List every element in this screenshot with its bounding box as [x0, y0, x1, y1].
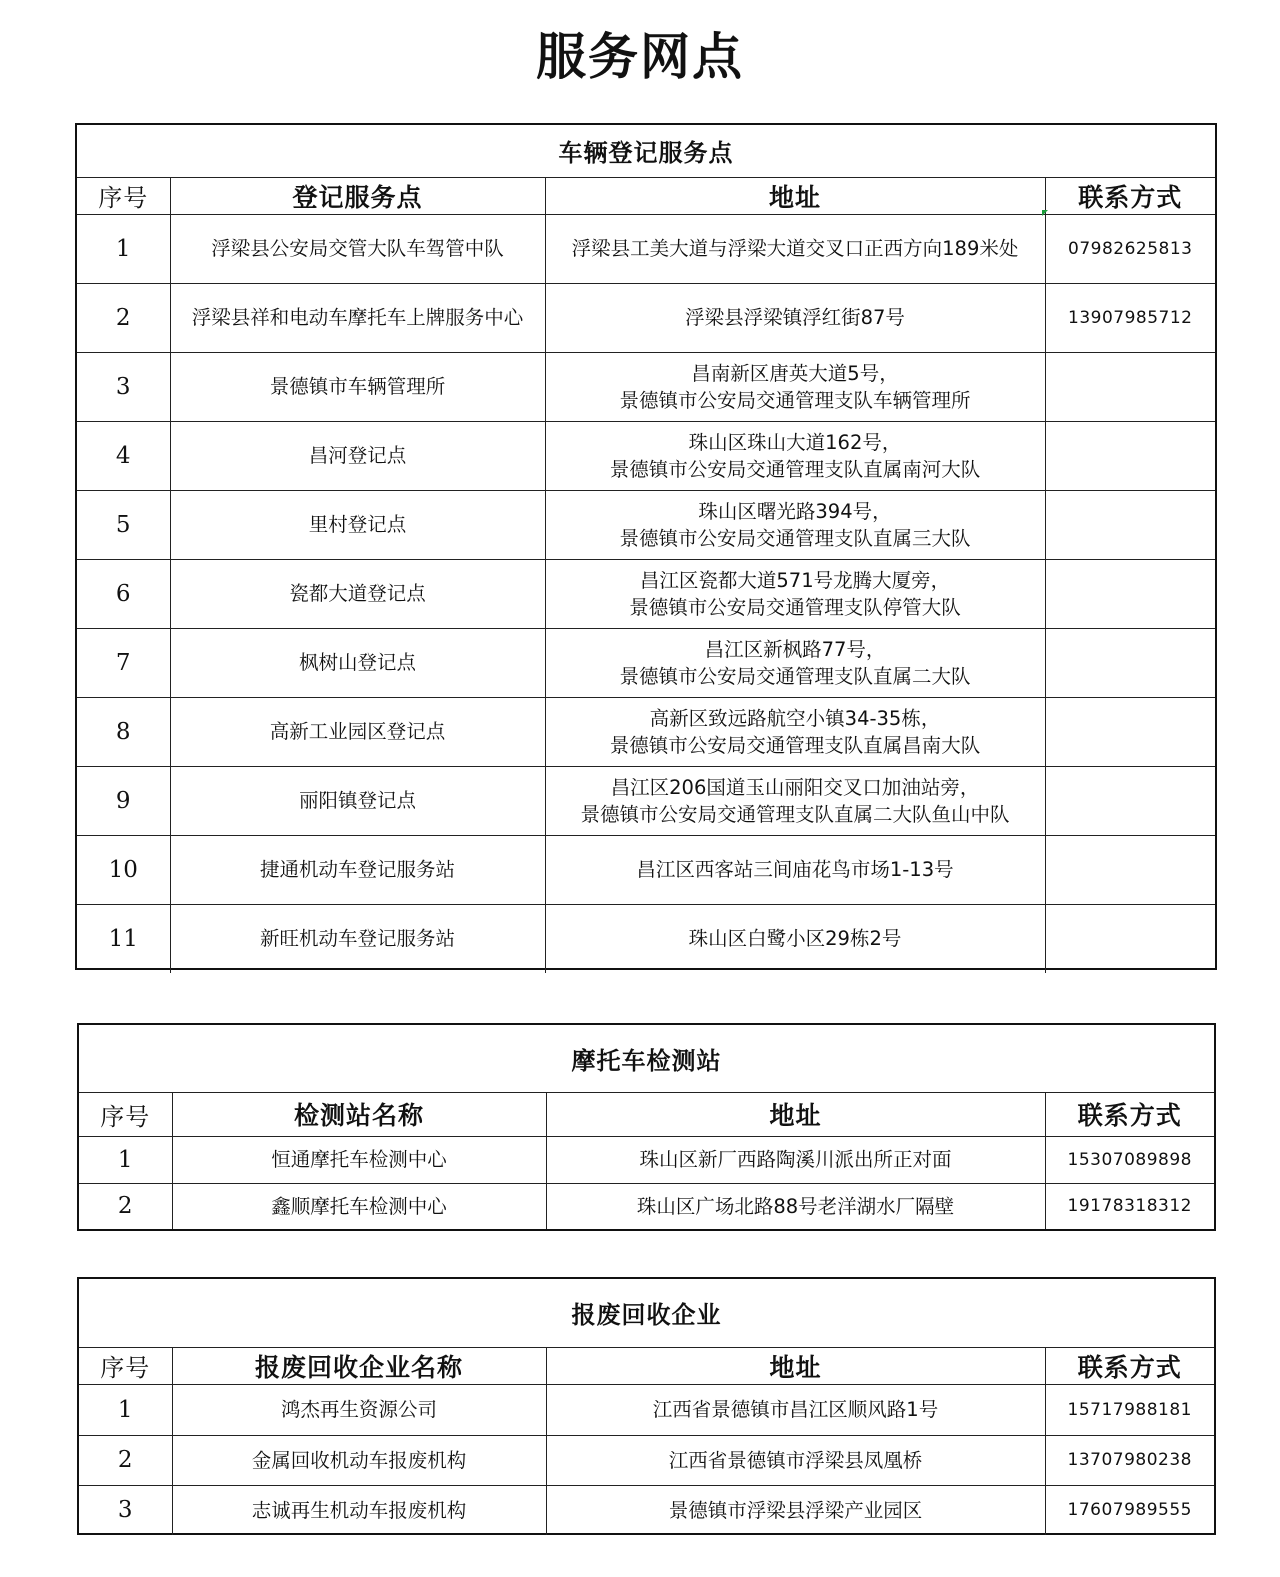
table-row — [77, 490, 1215, 559]
row-phone — [1045, 559, 1215, 628]
row-phone — [1045, 697, 1215, 766]
table-row — [77, 697, 1215, 766]
row-address — [545, 835, 1045, 904]
col-header-index: 序号 — [77, 177, 170, 214]
row-index: 2 — [79, 1183, 172, 1229]
table-row — [77, 352, 1215, 421]
inspection-section-title: 摩托车检测站 — [79, 1025, 1214, 1092]
row-index: 3 — [79, 1485, 172, 1535]
address-line-1: 昌南新区唐英大道5号， — [691, 361, 899, 385]
table-row — [77, 214, 1215, 283]
address-line-1: 浮梁县浮梁镇浮红街87号 — [685, 306, 905, 329]
row-index: 5 — [77, 490, 170, 559]
address-line-1: 高新区致远路航空小镇34-35栋， — [649, 706, 941, 730]
address-line-2: 景德镇市公安局交通管理支队直属二大队 — [619, 664, 971, 688]
row-phone: 15307089898 — [1045, 1136, 1214, 1183]
row-index: 7 — [77, 628, 170, 697]
row-phone — [1045, 904, 1215, 973]
table-row — [77, 559, 1215, 628]
row-name: 新旺机动车登记服务站 — [170, 904, 545, 973]
row-address — [545, 628, 1045, 697]
recycling-table — [77, 1277, 1216, 1535]
address-line-1: 昌江区206国道玉山丽阳交叉口加油站旁， — [610, 775, 980, 799]
table-row — [79, 1435, 1214, 1485]
row-address: 珠山区新厂西路陶溪川派出所正对面 — [546, 1136, 1045, 1183]
address-line-1: 珠山区珠山大道162号， — [688, 430, 902, 454]
row-name: 金属回收机动车报废机构 — [172, 1435, 546, 1485]
col-header-name: 登记服务点 — [170, 177, 545, 214]
row-address: 江西省景德镇市浮梁县凤凰桥 — [546, 1435, 1045, 1485]
row-name: 景德镇市车辆管理所 — [170, 352, 545, 421]
registration-section-title: 车辆登记服务点 — [77, 125, 1215, 177]
row-phone — [1045, 421, 1215, 490]
inspection-table — [77, 1023, 1216, 1231]
row-phone: 19178318312 — [1045, 1183, 1214, 1229]
address-line-1: 珠山区曙光路394号， — [698, 499, 892, 523]
page-title: 服务网点 — [536, 27, 744, 86]
row-name: 捷通机动车登记服务站 — [170, 835, 545, 904]
row-name: 浮梁县祥和电动车摩托车上牌服务中心 — [170, 283, 545, 352]
row-phone: 13707980238 — [1045, 1435, 1214, 1485]
row-index: 9 — [77, 766, 170, 835]
row-name: 里村登记点 — [170, 490, 545, 559]
row-index: 1 — [77, 214, 170, 283]
row-address — [545, 283, 1045, 352]
table-row — [79, 1384, 1214, 1435]
row-phone: 07982625813 — [1045, 214, 1215, 283]
row-address — [545, 421, 1045, 490]
col-header-address: 地址 — [545, 177, 1045, 214]
col-header-contact: 联系方式 — [1045, 1092, 1214, 1136]
col-header-name: 检测站名称 — [172, 1092, 546, 1136]
row-name: 高新工业园区登记点 — [170, 697, 545, 766]
col-header-address: 地址 — [546, 1347, 1045, 1384]
row-address — [545, 766, 1045, 835]
row-name: 鑫顺摩托车检测中心 — [172, 1183, 546, 1229]
table-row — [79, 1136, 1214, 1183]
row-index: 1 — [79, 1384, 172, 1435]
row-address — [545, 214, 1045, 283]
table-row — [77, 283, 1215, 352]
address-line-2: 景德镇市公安局交通管理支队直属三大队 — [619, 526, 971, 550]
row-name: 恒通摩托车检测中心 — [172, 1136, 546, 1183]
table-row — [79, 1183, 1214, 1229]
table-row — [77, 904, 1215, 973]
row-index: 11 — [77, 904, 170, 973]
address-line-2: 景德镇市公安局交通管理支队直属二大队鱼山中队 — [580, 802, 1010, 826]
row-index: 1 — [79, 1136, 172, 1183]
row-name: 瓷都大道登记点 — [170, 559, 545, 628]
address-line-2: 景德镇市公安局交通管理支队直属南河大队 — [609, 457, 981, 481]
row-address: 珠山区广场北路88号老洋湖水厂隔壁 — [546, 1183, 1045, 1229]
address-line-1: 昌江区瓷都大道571号龙腾大厦旁， — [639, 568, 951, 592]
row-address — [545, 904, 1045, 973]
row-phone: 13907985712 — [1045, 283, 1215, 352]
col-header-contact: 联系方式 — [1045, 1347, 1214, 1384]
row-address — [545, 490, 1045, 559]
row-phone: 17607989555 — [1045, 1485, 1214, 1535]
table-row — [77, 766, 1215, 835]
row-name: 丽阳镇登记点 — [170, 766, 545, 835]
row-address — [545, 559, 1045, 628]
row-name: 昌河登记点 — [170, 421, 545, 490]
row-phone — [1045, 835, 1215, 904]
col-header-index: 序号 — [79, 1347, 172, 1384]
col-header-contact: 联系方式 — [1045, 177, 1215, 214]
row-name: 志诚再生机动车报废机构 — [172, 1485, 546, 1535]
address-line-1: 珠山区白鹭小区29栋2号 — [688, 927, 902, 951]
row-index: 2 — [79, 1435, 172, 1485]
row-name: 鸿杰再生资源公司 — [172, 1384, 546, 1435]
row-name: 枫树山登记点 — [170, 628, 545, 697]
row-index: 6 — [77, 559, 170, 628]
col-header-index: 序号 — [79, 1092, 172, 1136]
address-line-1: 浮梁县工美大道与浮梁大道交叉口正西方向189米处 — [571, 237, 1019, 260]
recycling-section-title: 报废回收企业 — [79, 1279, 1214, 1347]
row-index: 2 — [77, 283, 170, 352]
row-index: 3 — [77, 352, 170, 421]
table-row — [77, 835, 1215, 904]
row-index: 10 — [77, 835, 170, 904]
address-line-2: 景德镇市公安局交通管理支队直属昌南大队 — [609, 733, 981, 757]
col-header-address: 地址 — [546, 1092, 1045, 1136]
table-row — [77, 421, 1215, 490]
row-index: 8 — [77, 697, 170, 766]
row-address: 江西省景德镇市昌江区顺风路1号 — [546, 1384, 1045, 1435]
row-address — [545, 697, 1045, 766]
registration-table — [75, 123, 1217, 970]
address-line-2: 景德镇市公安局交通管理支队停管大队 — [629, 595, 961, 619]
row-phone — [1045, 352, 1215, 421]
row-address: 景德镇市浮梁县浮梁产业园区 — [546, 1485, 1045, 1535]
row-phone — [1045, 766, 1215, 835]
address-line-1: 昌江区新枫路77号， — [704, 637, 886, 661]
row-phone: 15717988181 — [1045, 1384, 1214, 1435]
address-line-2: 景德镇市公安局交通管理支队车辆管理所 — [619, 388, 971, 412]
address-line-1: 昌江区西客站三间庙花鸟市场1-13号 — [636, 858, 954, 881]
row-phone — [1045, 628, 1215, 697]
row-index: 4 — [77, 421, 170, 490]
row-phone — [1045, 490, 1215, 559]
col-header-name: 报废回收企业名称 — [172, 1347, 546, 1384]
table-row — [79, 1485, 1214, 1535]
row-name: 浮梁县公安局交管大队车驾管中队 — [170, 214, 545, 283]
row-address — [545, 352, 1045, 421]
table-row — [77, 628, 1215, 697]
cell-comment-marker — [1042, 210, 1048, 216]
